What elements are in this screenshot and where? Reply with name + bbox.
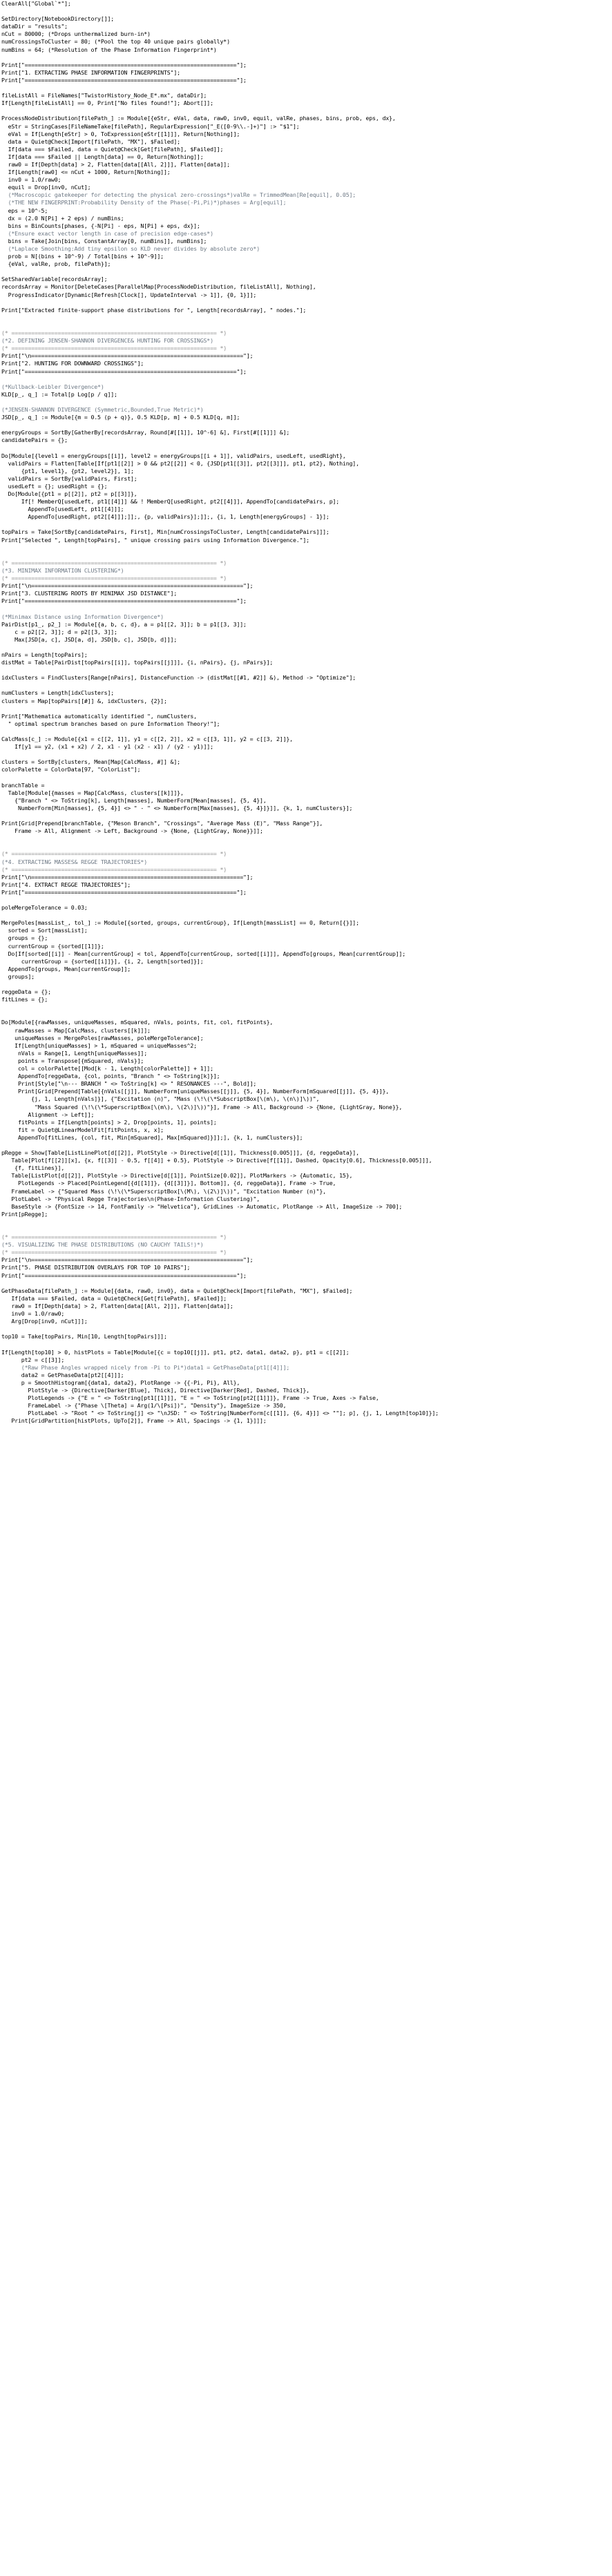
code-line: equil = Drop[inv0, nCut]; bbox=[1, 184, 91, 191]
code-line: Print["\n================================================================"]; bbox=[1, 1256, 254, 1264]
code-line: Print["5. PHASE DISTRIBUTION OVERLAYS FOR TOP 10 PAIRS"]; bbox=[1, 1264, 191, 1271]
code-line bbox=[0, 705, 612, 713]
code-line bbox=[0, 1142, 612, 1149]
code-line: fileListAll = FileNames["TwistorHistory_Node_E*.mx", dataDir]; bbox=[1, 92, 207, 99]
code-line bbox=[0, 1340, 612, 1348]
code-line: FrameLabel -> {"Squared Mass (\!\(\*SuperscriptBox[\(M\), \(2\)]\))", "Excitation Number (n)"}, bbox=[1, 1187, 326, 1195]
code-line: MergePoles[massList_, tol_] := Module[{sorted, groups, currentGroup}, If[Length[massList] == 0, Return[{}]]; bbox=[1, 919, 359, 927]
code-line: Do[If[sorted[[i]] - Mean[currentGroup] < tol, AppendTo[currentGroup, sorted[[i]]], AppendTo[groups, Mean[currentGroup]]; bbox=[1, 950, 406, 957]
code-line: Print["1. EXTRACTING PHASE INFORMATION FINGERPRINTS"]; bbox=[1, 68, 180, 76]
code-line: Print["Extracted finite-support phase distributions for ", Length[recordsArray], " nodes."]; bbox=[1, 306, 307, 314]
code-line: Print[Grid[Prepend[Table[{nVals[[j]], NumberForm[uniqueMasses[[j]], {5, 4}], NumberForm[mSquared[[j]], {5, 4}]}, bbox=[1, 1088, 390, 1095]
code-line: data2 = GetPhaseData[pt2[[4]]]; bbox=[1, 1371, 124, 1378]
code-line bbox=[0, 912, 612, 919]
code-line: recordsArray = Monitor[DeleteCases[ParallelMap[ProcessNodeDistribution, fileListAll], Nothing], bbox=[1, 283, 316, 291]
code-line: (*4. EXTRACTING MASSES& REGGE TRAJECTORIES*) bbox=[1, 858, 147, 865]
code-line: (* ============================================================== *) bbox=[1, 575, 227, 582]
code-line: (*Kullback-Leibler Divergence*) bbox=[1, 383, 104, 390]
code-line: currentGroup = {sorted[[i]]}], {i, 2, Length[sorted]}]; bbox=[1, 957, 204, 965]
code-line: nPairs = Length[topPairs]; bbox=[1, 651, 88, 658]
code-line: Print["Mathematica automatically identified ", numClusters, bbox=[1, 712, 197, 720]
code-line: numBins = 64; (*Resolution of the Phase Information Fingerprint*) bbox=[1, 46, 217, 53]
code-line: data = Quiet@Check[Import[filePath, "MX"], $Failed]; bbox=[1, 137, 180, 145]
code-line: fitPoints = If[Length[points] > 2, Drop[points, 1], points]; bbox=[1, 1118, 217, 1126]
code-line bbox=[0, 268, 612, 276]
code-line: Print["================================================================"]; bbox=[1, 888, 247, 896]
code-line: Table[ListPlot[d[[2]], PlotStyle -> Directive[d[[1]], PointSize[0.02]], PlotMarkers -> {Automatic, 15}, bbox=[1, 1172, 353, 1180]
code-line: Print["Selected ", Length[topPairs], " unique crossing pairs using Information Divergence."]; bbox=[1, 536, 309, 544]
code-line bbox=[0, 544, 612, 552]
code-line: (* ============================================================== *) bbox=[1, 850, 227, 858]
code-line: c = p2[[2, 3]]; d = p2[[3, 3]]; bbox=[1, 628, 117, 635]
code-line: clusters = SortBy[clusters, Mean[Map[CalcMass, #]] &]; bbox=[1, 758, 180, 766]
code-line: numCrossingsToCluster = 80; (*Pool the top 40 unique pairs globally*) bbox=[1, 38, 230, 46]
code-line: PlotLabel -> "Root " <> ToString[j] <> "\nJSD: " <> ToString[NumberForm[c[[1]], {6, 4}]] <> ""]; p], {j, 1, Length[top10]}]; bbox=[1, 1410, 439, 1417]
code-line: Print["2. HUNTING FOR DOWNWARD CROSSINGS"]; bbox=[1, 360, 144, 367]
code-line: top10 = Take[topPairs, Min[10, Length[topPairs]]]; bbox=[1, 1333, 167, 1340]
code-line: inv0 = 1.0/raw0; bbox=[1, 1310, 65, 1318]
code-line: (* ============================================================== *) bbox=[1, 329, 227, 337]
code-line: {f, fitLines}], bbox=[1, 1164, 65, 1172]
code-line: groups]; bbox=[1, 972, 35, 980]
code-line bbox=[0, 398, 612, 406]
code-line: AppendTo[fitLines, {col, fit, Min[mSquared], Max[mSquared]}]];], {k, 1, numClusters}]; bbox=[1, 1133, 303, 1141]
code-line bbox=[0, 1218, 612, 1226]
code-line: (*Laplace Smoothing:Add tiny epsilon so KLD never divides by absolute zero*) bbox=[1, 245, 260, 252]
code-line: dataDir = "results"; bbox=[1, 23, 68, 30]
code-line: branchTable = bbox=[1, 781, 45, 789]
code-line: Table[Module[{masses = Map[CalcMass, clusters[[k]]]}, bbox=[1, 789, 184, 796]
code-line: Print[pRegge]; bbox=[1, 1210, 48, 1218]
code-line: points = Transpose[{mSquared, nVals}]; bbox=[1, 1057, 144, 1064]
code-line: "Mass Squared (\!\(\*SuperscriptBox[\(m\), \(2\)]\))"}], Frame -> All, Background -> {None, {LightGray, None}}, bbox=[1, 1103, 403, 1111]
code-line bbox=[0, 444, 612, 452]
code-line: (*Ensure exact vector length in case of precision edge-cases*) bbox=[1, 229, 213, 237]
code-line bbox=[0, 773, 612, 781]
code-line bbox=[0, 835, 612, 843]
code-line: If[Length[uniqueMasses] > 1, mSquared = uniqueMasses^2; bbox=[1, 1041, 197, 1049]
code-line: (* ============================================================== *) bbox=[1, 1233, 227, 1241]
code-line: (* ============================================================== *) bbox=[1, 559, 227, 566]
code-line: bins = BinCounts[phases, {-N[Pi] - eps, N[Pi] + eps, dx}]; bbox=[1, 222, 200, 229]
code-line: Print["================================================================"]; bbox=[1, 597, 247, 605]
code-line: eStr = StringCases[FileNameTake[filePath], RegularExpression["_E([0-9\\.-]+)"] :> "$1"]; bbox=[1, 122, 300, 130]
code-line: AppendTo[reggeData, {col, points, "Branch " <> ToString[k]}]; bbox=[1, 1073, 220, 1080]
code-line: distMat = Table[PairDist[topPairs[[i]], topPairs[[j]]], {i, nPairs}, {j, nPairs}]; bbox=[1, 659, 274, 666]
code-line: PairDist[p1_, p2_] := Module[{a, b, c, d}, a = p1[[2, 3]]; b = p1[[3, 3]]; bbox=[1, 620, 247, 628]
code-line: AppendTo[usedLeft, pt1[[4]]]; bbox=[1, 506, 124, 513]
code-line: Print["\n================================================================"]; bbox=[1, 873, 254, 881]
code-line: idxClusters = FindClusters[Range[nPairs], DistanceFunction -> (distMat[[#1, #2]] &), Method -> "Optimize"]; bbox=[1, 674, 356, 682]
code-line: Print["================================================================"]; bbox=[1, 61, 247, 68]
code-line: groups = {}; bbox=[1, 934, 48, 942]
code-line: col = colorPalette[[Mod[k - 1, Length[colorPalette]] + 1]]; bbox=[1, 1065, 213, 1073]
code-line: SetDirectory[NotebookDirectory[]]; bbox=[1, 15, 115, 23]
code-line: Do[Module[{level1 = energyGroups[[i]], level2 = energyGroups[[i + 1]], validPairs, usedLeft, usedRight}, bbox=[1, 452, 346, 459]
code-line: fitLines = {}; bbox=[1, 996, 48, 1003]
code-line: (*Minimax Distance using Information Divergence*) bbox=[1, 613, 164, 620]
code-line: (*JENSEN-SHANNON DIVERGENCE (Symmetric,Bounded,True Metric)*) bbox=[1, 405, 204, 413]
code-line: KLD[p_, q_] := Total[p Log[p / q]]; bbox=[1, 390, 117, 398]
code-line: {pt1, level1}, {pt2, level2}], 1]; bbox=[1, 467, 134, 474]
code-line bbox=[0, 644, 612, 651]
code-line: Print[Style["\n--- BRANCH " <> ToString[k] <> " RESONANCES ---", Bold]]; bbox=[1, 1080, 257, 1088]
code-line: (*3. MINIMAX INFORMATION CLUSTERING*) bbox=[1, 566, 124, 574]
code-line bbox=[0, 981, 612, 988]
code-line bbox=[0, 843, 612, 850]
code-line: candidatePairs = {}; bbox=[1, 436, 68, 444]
code-line: sorted = Sort[massList]; bbox=[1, 927, 88, 934]
code-line bbox=[0, 314, 612, 322]
code-line: Alignment -> Left]]; bbox=[1, 1111, 95, 1118]
code-line bbox=[0, 1280, 612, 1287]
code-line: PlotLegends -> Placed[PointLegend[{d[[1]]}, {d[[3]]}], Bottom]], {d, reggeData}], Frame -> True, bbox=[1, 1180, 336, 1187]
code-line: PlotStyle -> {Directive[Darker[Blue], Thick], Directive[Darker[Red], Dashed, Thick]}, bbox=[1, 1386, 309, 1394]
code-line: poleMergeTolerance = 0.03; bbox=[1, 904, 88, 912]
code-line: Print["3. CLUSTERING ROOTS BY MINIMAX JSD DISTANCE"]; bbox=[1, 590, 178, 597]
code-line: Print[Grid[Prepend[branchTable, {"Meson Branch", "Crossings", "Average Mass (E)", "Mass Range"}], bbox=[1, 820, 323, 827]
code-line: colorPalette = ColorData[97, "ColorList"]; bbox=[1, 766, 141, 773]
code-line: fit = Quiet@LinearModelFit[fitPoints, x, x]; bbox=[1, 1126, 164, 1133]
code-line: (*5. VISUALIZING THE PHASE DISTRIBUTIONS (NO CAUCHY TAILS!)*) bbox=[1, 1241, 204, 1249]
code-line: eps = 10^-5; bbox=[1, 206, 48, 214]
code-line: currentGroup = {sorted[[1]]}; bbox=[1, 942, 104, 950]
code-line: If[data === $Failed || Length[data] == 0, Return[Nothing]]; bbox=[1, 153, 204, 160]
code-line: {eVal, valRe, prob, filePath}]; bbox=[1, 260, 111, 268]
code-line: p = SmoothHistogram[{data1, data2}, PlotRange -> {{-Pi, Pi}, All}, bbox=[1, 1378, 240, 1386]
code-line: ClearAll["Global`*"]; bbox=[1, 0, 71, 7]
code-line: raw0 = If[Depth[data] > 2, Flatten[data[[All, 2]]], Flatten[data]]; bbox=[1, 160, 230, 168]
code-line bbox=[0, 896, 612, 904]
code-line: Print["4. EXTRACT REGGE TRAJECTORIES"]; bbox=[1, 881, 131, 888]
code-line: clusters = Map[topPairs[[#]] &, idxClusters, {2}]; bbox=[1, 697, 167, 704]
code-line bbox=[0, 682, 612, 689]
code-line bbox=[0, 521, 612, 528]
code-line: (* ============================================================== *) bbox=[1, 865, 227, 873]
code-line: Print["\n================================================================"]; bbox=[1, 352, 254, 360]
code-line: ProcessNodeDistribution[filePath_] := Module[{eStr, eVal, data, raw0, inv0, equil, valRe, phases, bins, prob, eps, dx}, bbox=[1, 115, 396, 122]
code-line: {"Branch " <> ToString[k], Length[masses], NumberForm[Mean[masses], {5, 4}], bbox=[1, 796, 267, 804]
code-line: nCut = 80000; (*Drops unthermalized burn-in*) bbox=[1, 30, 151, 38]
code-line bbox=[0, 107, 612, 115]
code-line: If[Length[top10] > 0, histPlots = Table[Module[{c = top10[[j]], pt1, pt2, data1, data2, p}, pt1 = c[[2]]; bbox=[1, 1348, 350, 1356]
code-line: AppendTo[groups, Mean[currentGroup]]; bbox=[1, 965, 131, 972]
code-line bbox=[0, 1325, 612, 1333]
code-line: Print["================================================================"]; bbox=[1, 76, 247, 84]
code-line: Print["\n================================================================"]; bbox=[1, 582, 254, 590]
code-line bbox=[0, 751, 612, 758]
code-line: ProgressIndicator[Dynamic[Refresh[Clock[], UpdateInterval -> 1]], {0, 1}]]; bbox=[1, 291, 257, 298]
code-line: SetSharedVariable[recordsArray]; bbox=[1, 276, 108, 283]
code-line: bins = Take[Join[bins, ConstantArray[0, numBins]], numBins]; bbox=[1, 237, 207, 244]
code-line: Max[JSD[a, c], JSD[a, d], JSD[b, c], JSD[b, d]]]; bbox=[1, 635, 178, 643]
code-line bbox=[0, 1011, 612, 1019]
code-line: eVal = If[Length[eStr] > 0, ToExpression[eStr[[1]]], Return[Nothing]]; bbox=[1, 130, 240, 137]
code-line: PlotLabel -> "Physical Regge Trajectories\n(Phase-Information Clustering)", bbox=[1, 1195, 260, 1202]
code-line: AppendTo[usedRight, pt2[[4]]];]];, {p, validPairs}];]];, {i, 1, Length[energyGroups] - 1}]; bbox=[1, 513, 329, 521]
code-line: Print["================================================================"]; bbox=[1, 367, 247, 375]
code-line: PlotLegends -> {"E = " <> ToString[pt1[[1]]], "E = " <> ToString[pt2[[1]]]}, Frame -> True, Axes -> False, bbox=[1, 1394, 379, 1402]
code-line bbox=[0, 376, 612, 383]
code-line: Print["================================================================"]; bbox=[1, 1271, 247, 1279]
code-line: reggeData = {}; bbox=[1, 988, 51, 996]
code-line: If[! MemberQ[usedLeft, pt1[[4]]] && ! MemberQ[usedRight, pt2[[4]]], AppendTo[candidatePairs, p]; bbox=[1, 498, 340, 506]
code-line bbox=[0, 728, 612, 736]
code-line bbox=[0, 552, 612, 559]
code-line bbox=[0, 1003, 612, 1011]
code-line: GetPhaseData[filePath_] := Module[{data, raw0, inv0}, data = Quiet@Check[Import[filePath, "MX"], $Failed]; bbox=[1, 1287, 353, 1294]
code-line: pt2 = c[[3]]; bbox=[1, 1356, 65, 1363]
code-line: If[y1 == y2, (x1 + x2) / 2, x1 - y1 (x2 - x1) / (y2 - y1)]]; bbox=[1, 743, 213, 751]
code-line: NumberForm[Min[masses], {5, 4}] <> " - " <> NumberForm[Max[masses], {5, 4}]}]], {k, 1, numClusters}]; bbox=[1, 804, 353, 811]
code-line: JSD[p_, q_] := Module[{m = 0.5 (p + q)}, 0.5 KLD[p, m] + 0.5 KLD[q, m]]; bbox=[1, 414, 240, 421]
code-line: Arg[Drop[inv0, nCut]]]; bbox=[1, 1318, 88, 1325]
code-line: uniqueMasses = MergePoles[rawMasses, poleMergeTolerance]; bbox=[1, 1034, 204, 1041]
code-line: Table[Plot[f[[2]][x], {x, f[[3]] - 0.5, f[[4]] + 0.5}, PlotStyle -> Directive[f[[1]], Dashed, Opacity[0.6], Thickness[0.005]]], bbox=[1, 1157, 432, 1164]
code-line: dx = (2.0 N[Pi] + 2 eps) / numBins; bbox=[1, 214, 124, 222]
code-line bbox=[0, 666, 612, 674]
code-line: Frame -> All, Alignment -> Left, Background -> {None, {LightGray, None}}]]; bbox=[1, 827, 263, 835]
code-line: energyGroups = SortBy[GatherBy[recordsArray, Round[#[[1]], 10^-6] &], First[#[[1]]] &]; bbox=[1, 429, 290, 436]
code-line bbox=[0, 54, 612, 61]
code-line: " optimal spectrum branches based on pure Information Theory!"]; bbox=[1, 720, 220, 727]
code-line: numClusters = Length[idxClusters]; bbox=[1, 689, 115, 697]
code-line bbox=[0, 421, 612, 429]
code-line: (* ============================================================== *) bbox=[1, 345, 227, 352]
code-line bbox=[0, 605, 612, 613]
code-line: BaseStyle -> {FontSize -> 14, FontFamily -> "Helvetica"}, GridLines -> Automatic, PlotRange -> All, ImageSize -> 700]; bbox=[1, 1202, 403, 1210]
code-line: prob = N[(bins + 10^-9) / Total[bins + 10^-9]]; bbox=[1, 253, 164, 260]
code-line: (* ============================================================== *) bbox=[1, 1249, 227, 1256]
code-line: (*2. DEFINING JENSEN-SHANNON DIVERGENCE& HUNTING FOR CROSSINGS*) bbox=[1, 337, 213, 345]
code-line bbox=[0, 1226, 612, 1233]
code-line: Do[Module[{rawMasses, uniqueMasses, mSquared, nVals, points, fit, col, fitPoints}, bbox=[1, 1019, 274, 1026]
code-line: usedLeft = {}; usedRight = {}; bbox=[1, 482, 108, 490]
code-line: If[Length[fileListAll] == 0, Print["No files found!"]; Abort[]]; bbox=[1, 99, 213, 107]
code-line: validPairs = Flatten[Table[If[pt1[[2]] > 0 && pt2[[2]] < 0, {JSD[pt1[[3]], pt2[[3]]], pt1, pt2}, Nothing], bbox=[1, 459, 359, 467]
code-line: pRegge = Show[Table[ListLinePlot[d[[2]], PlotStyle -> Directive[d[[1]], Thickness[0.005]]], {d, reggeData}], bbox=[1, 1149, 359, 1157]
code-line: CalcMass[c_] := Module[{x1 = c[[2, 1]], y1 = c[[2, 2]], x2 = c[[3, 1]], y2 = c[[3, 2]]}, bbox=[1, 736, 293, 742]
code-line: topPairs = Take[SortBy[candidatePairs, First], Min[numCrossingsToCluster, Length[candidatePairs]]]; bbox=[1, 528, 329, 536]
code-line: validPairs = SortBy[validPairs, First]; bbox=[1, 474, 137, 482]
code-line bbox=[0, 322, 612, 329]
code-line: inv0 = 1.0/raw0; bbox=[1, 176, 61, 184]
code-line: If[data === $Failed, data = Quiet@Check[Get[filePath], $Failed]]; bbox=[1, 1294, 227, 1302]
code-line: If[data === $Failed, data = Quiet@Check[Get[filePath], $Failed]]; bbox=[1, 145, 224, 153]
code-line: Print[GridPartition[histPlots, UpTo[2]], Frame -> All, Spacings -> {1, 1}]]]; bbox=[1, 1417, 267, 1425]
code-line: raw0 = If[Depth[data] > 2, Flatten[data[[All, 2]]], Flatten[data]]; bbox=[1, 1302, 233, 1309]
code-line: (*THE NEW FINGERPRINT:Probability Density of the Phase(-Pi,Pi)*)phases = Arg[equil]; bbox=[1, 199, 287, 206]
code-line: nVals = Range[1, Length[uniqueMasses]]; bbox=[1, 1049, 147, 1057]
code-line: rawMasses = Map[CalcMass, clusters[[k]]]; bbox=[1, 1026, 151, 1034]
code-line bbox=[0, 299, 612, 307]
code-line bbox=[0, 8, 612, 15]
code-line: (*Raw Phase Angles wrapped nicely from -Pi to Pi*)data1 = GetPhaseData[pt1[[4]]]; bbox=[1, 1363, 290, 1371]
code-line bbox=[0, 84, 612, 92]
code-line: {j, 1, Length[nVals]}], {"Excitation (n)", "Mass (\!\(\*SubscriptBox[\(m\), \(n\)]\))", bbox=[1, 1095, 320, 1103]
code-line: If[Length[raw0] <= nCut + 1000, Return[Nothing]]; bbox=[1, 169, 171, 176]
code-line: Do[Module[{pt1 = p[[2]], pt2 = p[[3]]}, bbox=[1, 490, 137, 497]
code-line: FrameLabel -> {"Phase \[Theta] = Arg(1/\[Psi])", "Density"}, ImageSize -> 350, bbox=[1, 1402, 287, 1410]
code-line bbox=[0, 812, 612, 820]
code-line: (*Macroscopic gatekeeper for detecting the physical zero-crossings*)valRe = TrimmedMean[Re[equil], 0.05]; bbox=[1, 191, 356, 199]
